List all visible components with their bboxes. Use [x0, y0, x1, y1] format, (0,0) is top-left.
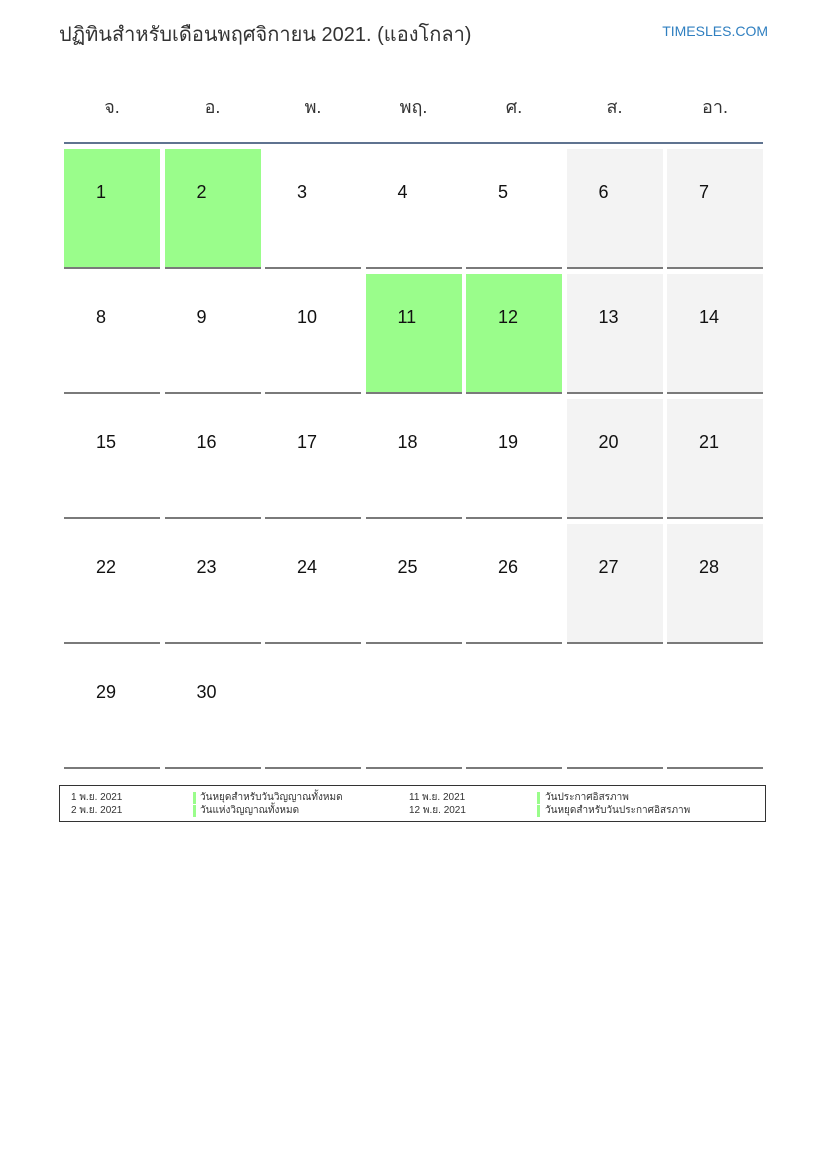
day-cell-17 — [265, 399, 361, 519]
day-cell-20 — [567, 399, 663, 519]
day-number: 6 — [598, 182, 609, 202]
day-cell-16 — [165, 399, 261, 519]
holiday-color-marker — [537, 792, 540, 804]
weekday-label: อา. — [702, 97, 728, 117]
legend-date: 12 พ.ย. 2021 — [409, 805, 466, 816]
day-cell-1 — [64, 149, 160, 269]
holiday-legend — [59, 785, 766, 822]
day-cell-2 — [165, 149, 261, 269]
day-number: 11 — [397, 307, 417, 327]
day-cell-15 — [64, 399, 160, 519]
legend-holiday-name: วันแห่งวิญญาณทั้งหมด — [200, 805, 300, 816]
weekday-label: พฤ. — [399, 97, 428, 117]
day-cell-7 — [667, 149, 763, 269]
day-number: 8 — [96, 307, 107, 327]
day-cell-8 — [64, 274, 160, 394]
day-number: 23 — [196, 557, 217, 577]
day-cell-30 — [165, 649, 261, 769]
day-cell-27 — [567, 524, 663, 644]
day-cell-6 — [567, 149, 663, 269]
holiday-color-marker — [193, 792, 196, 804]
day-cell-18 — [366, 399, 462, 519]
legend-entry — [409, 805, 749, 817]
day-number: 21 — [699, 432, 720, 452]
day-number: 29 — [96, 682, 117, 702]
day-number: 5 — [498, 182, 509, 202]
weekday-label: จ. — [104, 97, 120, 117]
day-number: 14 — [699, 307, 720, 327]
day-number: 27 — [598, 557, 619, 577]
legend-entry — [71, 792, 391, 804]
day-number: 9 — [196, 307, 207, 327]
day-cell-empty — [567, 649, 663, 769]
day-cell-13 — [567, 274, 663, 394]
legend-date: 1 พ.ย. 2021 — [71, 792, 123, 803]
day-number: 13 — [598, 307, 619, 327]
weekday-label: ส. — [606, 97, 623, 117]
day-cell-25 — [366, 524, 462, 644]
legend-holiday-name: วันหยุดสำหรับวันประกาศอิสรภาพ — [545, 805, 691, 816]
legend-date: 2 พ.ย. 2021 — [71, 805, 123, 816]
day-number: 3 — [297, 182, 308, 202]
legend-holiday-name: วันประกาศอิสรภาพ — [545, 792, 629, 803]
legend-entry — [409, 792, 749, 804]
day-cell-empty — [366, 649, 462, 769]
day-cell-empty — [667, 649, 763, 769]
legend-holiday-name: วันหยุดสำหรับวันวิญญาณทั้งหมด — [200, 792, 343, 803]
day-number: 25 — [397, 557, 418, 577]
day-cell-21 — [667, 399, 763, 519]
day-cell-23 — [165, 524, 261, 644]
day-number: 22 — [96, 557, 117, 577]
page-title: ปฏิทินสำหรับเดือนพฤศจิกายน 2021. (แองโกลา) — [59, 24, 472, 46]
legend-date: 11 พ.ย. 2021 — [409, 792, 466, 803]
legend-entry — [71, 805, 391, 817]
day-number: 24 — [297, 557, 318, 577]
day-cell-empty — [265, 649, 361, 769]
day-number: 15 — [96, 432, 117, 452]
holiday-color-marker — [537, 805, 540, 817]
day-cell-12 — [466, 274, 562, 394]
day-cell-14 — [667, 274, 763, 394]
day-cell-26 — [466, 524, 562, 644]
day-cell-11 — [366, 274, 462, 394]
weekday-label: ศ. — [505, 97, 523, 117]
day-cell-22 — [64, 524, 160, 644]
day-number: 16 — [196, 432, 217, 452]
day-number: 7 — [699, 182, 710, 202]
header-divider — [64, 142, 763, 144]
day-cell-5 — [466, 149, 562, 269]
holiday-color-marker — [193, 805, 196, 817]
day-number: 20 — [598, 432, 619, 452]
brand-link[interactable]: TIMESLES.COM — [662, 23, 768, 39]
weekday-label: พ. — [304, 97, 322, 117]
day-cell-19 — [466, 399, 562, 519]
weekday-label: อ. — [204, 97, 221, 117]
day-number: 17 — [297, 432, 318, 452]
day-cell-9 — [165, 274, 261, 394]
weekday-header-row — [64, 92, 763, 116]
day-number: 4 — [397, 182, 408, 202]
day-cell-28 — [667, 524, 763, 644]
day-number: 28 — [699, 557, 720, 577]
day-cell-29 — [64, 649, 160, 769]
day-cell-empty — [466, 649, 562, 769]
day-cell-3 — [265, 149, 361, 269]
day-cell-10 — [265, 274, 361, 394]
day-number: 12 — [498, 307, 519, 327]
day-cell-24 — [265, 524, 361, 644]
day-number: 2 — [196, 182, 207, 202]
calendar-grid — [64, 149, 764, 770]
day-number: 19 — [498, 432, 519, 452]
day-number: 1 — [96, 182, 107, 202]
day-number: 30 — [196, 682, 217, 702]
day-number: 10 — [297, 307, 318, 327]
day-number: 26 — [498, 557, 519, 577]
day-number: 18 — [397, 432, 418, 452]
day-cell-4 — [366, 149, 462, 269]
